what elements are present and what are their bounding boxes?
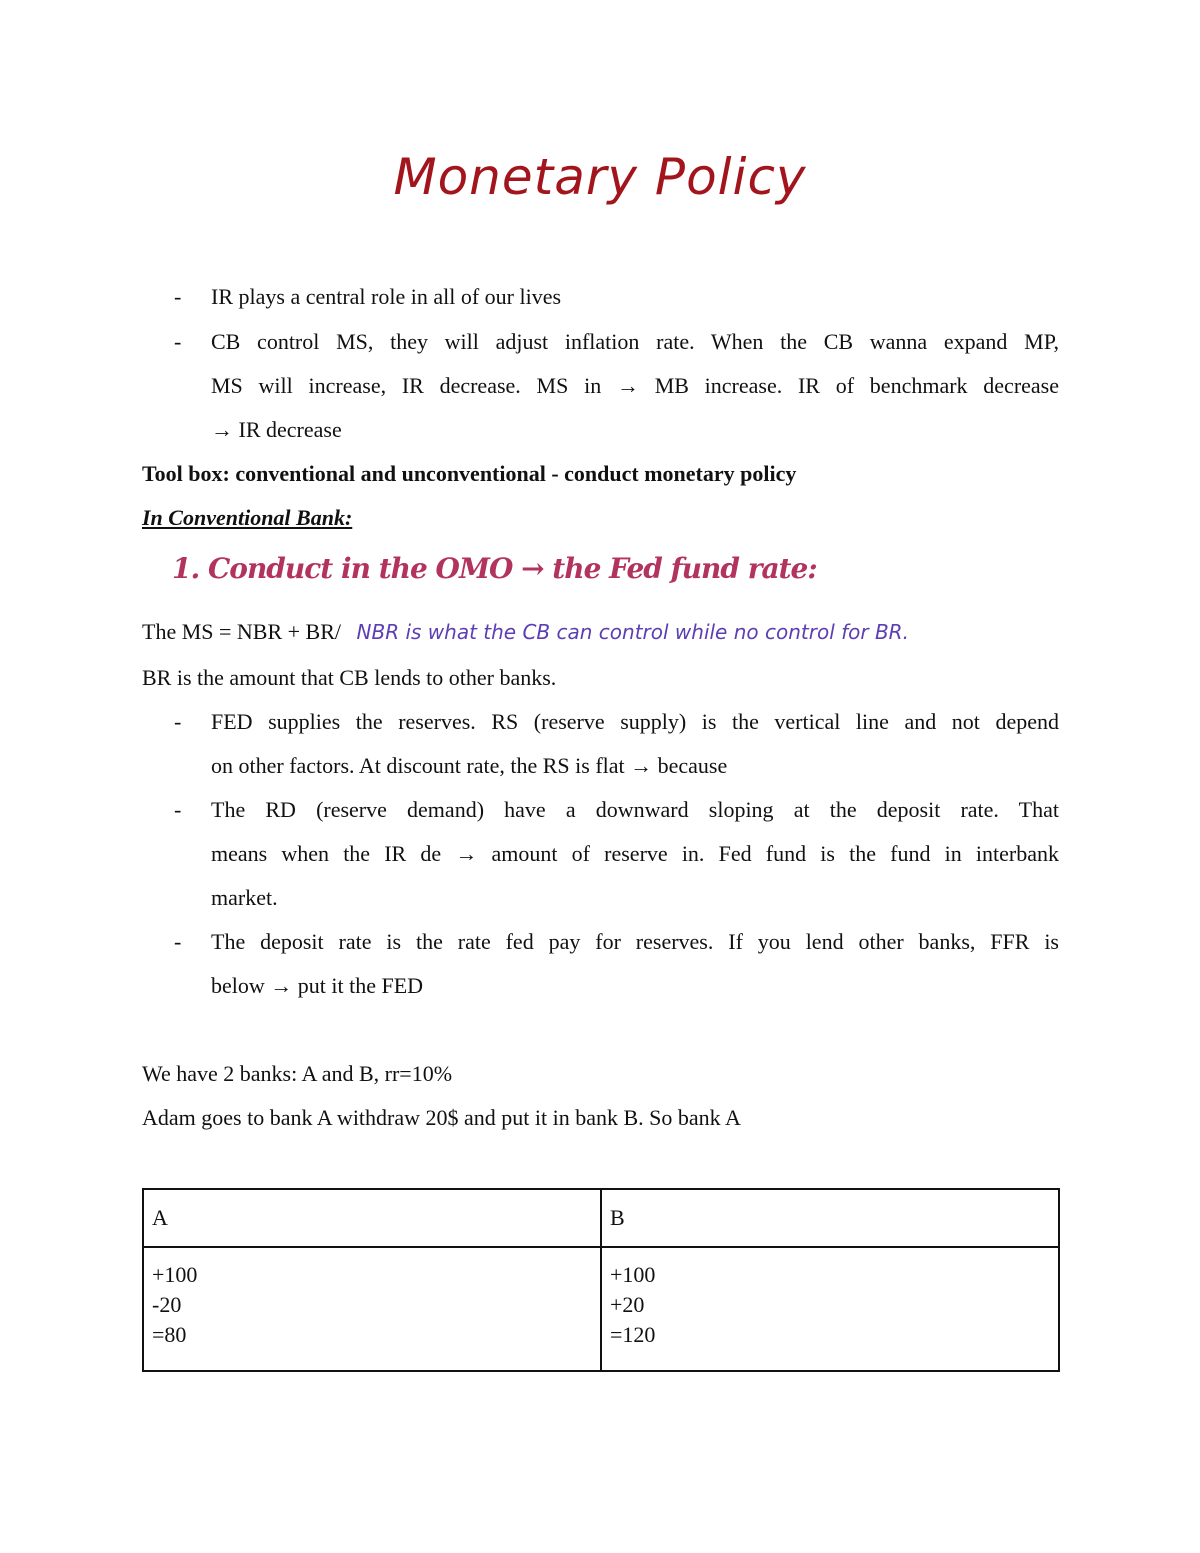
bullet-text: The deposit rate is the rate fed pay for reserves. If you lend other banks, FFR is xyxy=(211,929,1059,954)
table-header-cell: A xyxy=(143,1189,601,1247)
bank-table xyxy=(142,1188,1060,1372)
bullet-text: on other factors. At discount rate, the RS is flat → because xyxy=(211,753,728,778)
adam-line: Adam goes to bank A withdraw 20$ and put it in bank B. So bank A xyxy=(142,1105,741,1130)
conventional-heading: In Conventional Bank: xyxy=(142,505,353,530)
ms-equation: The MS = NBR + BR/ xyxy=(142,619,342,644)
br-line: BR is the amount that CB lends to other banks. xyxy=(142,665,557,690)
table-cell-a xyxy=(143,1247,601,1371)
bullet-text: → IR decrease xyxy=(211,417,342,442)
bullet-text: below → put it the FED xyxy=(211,973,424,998)
bullet-text: CB control MS, they will adjust inflation rate. When the CB wanna expand MP, xyxy=(211,329,1059,354)
bullet-text: IR plays a central role in all of our lives xyxy=(211,284,562,309)
bullet-text: MS will increase, IR decrease. MS in → MB increase. IR of benchmark decrease xyxy=(211,373,1059,398)
ms-note: NBR is what the CB can control while no control for BR. xyxy=(356,620,909,644)
page-title: Monetary Policy xyxy=(393,148,807,206)
bullet-dash: - xyxy=(174,329,182,354)
table-row xyxy=(143,1247,1059,1371)
bullet-text: means when the IR de → amount of reserve in. Fed fund is the fund in interbank xyxy=(211,841,1059,866)
cell-value: =80 xyxy=(152,1322,187,1347)
bullet-text: market. xyxy=(211,885,278,910)
cell-value: +100 xyxy=(610,1262,656,1287)
cell-value: -20 xyxy=(152,1292,182,1317)
bullet-text: The RD (reserve demand) have a downward sloping at the deposit rate. That xyxy=(211,797,1059,822)
bullet-dash: - xyxy=(174,929,182,954)
table-header-cell: B xyxy=(601,1189,1059,1247)
table-cell-b xyxy=(601,1247,1059,1371)
toolbox-heading: Tool box: conventional and unconventional - conduct monetary policy xyxy=(142,461,797,486)
table-header-row xyxy=(143,1189,1059,1247)
banks-line: We have 2 banks: A and B, rr=10% xyxy=(142,1061,453,1086)
bullet-dash: - xyxy=(174,709,182,734)
section-heading: 1. Conduct in the OMO → the Fed fund rate: xyxy=(172,552,817,585)
cell-value: +100 xyxy=(152,1262,198,1287)
ms-equation-line xyxy=(142,610,909,654)
bullet-dash: - xyxy=(174,284,182,309)
cell-value: =120 xyxy=(610,1322,656,1347)
bullet-dash: - xyxy=(174,797,182,822)
bullet-text: FED supplies the reserves. RS (reserve supply) is the vertical line and not depend xyxy=(211,709,1059,734)
cell-value: +20 xyxy=(610,1292,645,1317)
